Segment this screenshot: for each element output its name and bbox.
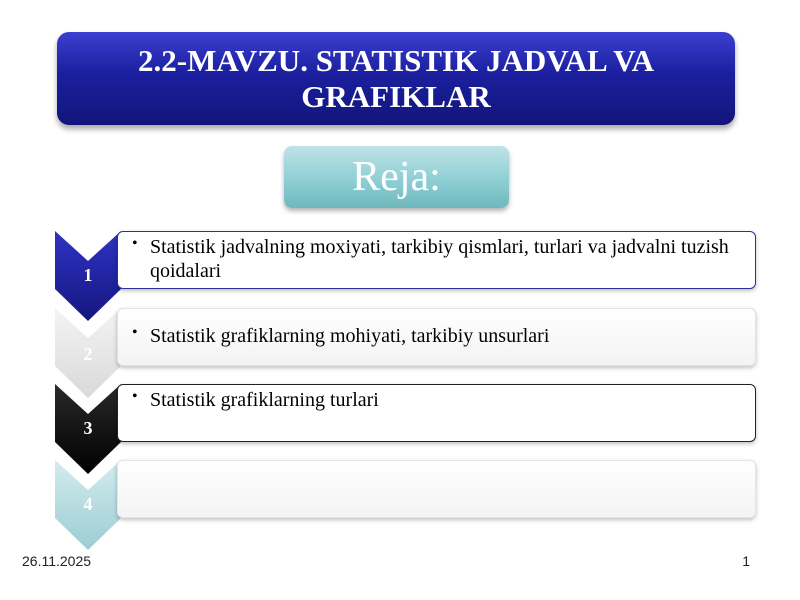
footer-date: 26.11.2025	[22, 553, 92, 569]
bullet-icon: •	[132, 235, 138, 252]
item-number: 3	[83, 418, 93, 438]
item-text: Statistik grafiklarning turlari	[150, 389, 379, 411]
item-number: 1	[83, 265, 93, 285]
item-card	[117, 384, 756, 442]
item-text: Statistik grafiklarning mohiyati, tarkibiy unsurlari	[150, 325, 550, 347]
subtitle: Reja:	[352, 154, 441, 200]
item-card	[117, 308, 756, 366]
subtitle-box	[284, 146, 509, 208]
item-number: 4	[83, 494, 93, 514]
item-card	[117, 231, 756, 289]
bullet-icon: •	[132, 388, 138, 405]
footer-page-number: 1	[742, 553, 750, 569]
bullet-icon: •	[132, 324, 138, 341]
item-number: 2	[83, 344, 93, 364]
slide-title-box	[57, 32, 735, 125]
slide-title: 2.2-MAVZU. STATISTIK JADVAL VA GRAFIKLAR	[138, 42, 654, 114]
item-text: Statistik jadvalning moxiyati, tarkibiy qismlari, turlari va jadvalni tuzish qoidalari	[150, 236, 729, 282]
plan-item-4	[55, 460, 758, 550]
item-card-empty	[117, 460, 756, 518]
